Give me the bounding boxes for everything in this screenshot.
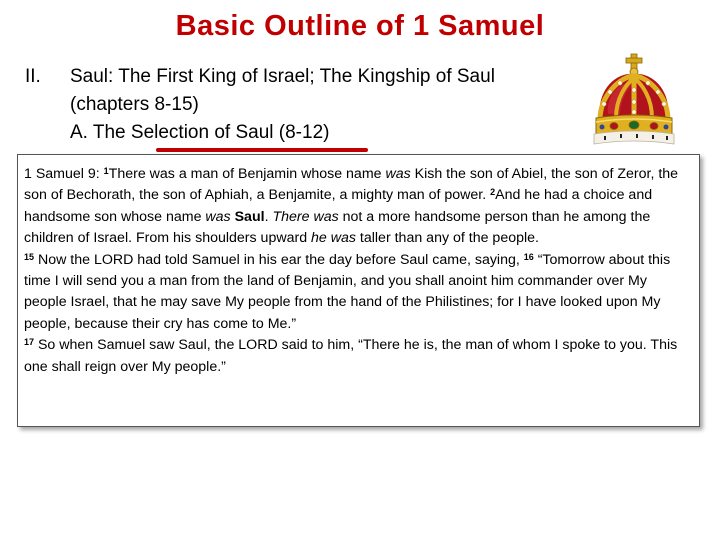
verse-text: taller than any of the people. bbox=[355, 230, 539, 247]
verse-text: So when Samuel saw Saul, the LORD said to him, “There he is, the man of whom I spoke to you. This one shall reign over My people.” bbox=[24, 337, 678, 375]
scripture-reference: 1 Samuel 9: bbox=[24, 166, 104, 182]
verse-text: not a more handsome person than he among the children of Israel. From his shoulders upward bbox=[24, 208, 651, 247]
verse-italic: There was bbox=[272, 208, 339, 225]
crown-icon bbox=[586, 52, 682, 152]
outline-subpoint: A. The Selection of Saul (8-12) bbox=[70, 122, 330, 143]
verse-italic: was bbox=[385, 166, 411, 182]
verse-italic: was bbox=[205, 208, 231, 225]
verse-number: 2 bbox=[490, 187, 496, 198]
outline-chapters: (chapters 8-15) bbox=[70, 94, 199, 115]
verse-number: 1 bbox=[103, 166, 109, 176]
verse-text: “Tomorrow about this time I will send you a man from the land of Benjamin, and you shall anoint him commander over My people Israel, that he may save My people from the hand of the Philistines; for I have looked upon My people, because their cry has come to Me.” bbox=[24, 251, 671, 332]
verse-text: Now the LORD had told Samuel in his ear the day before Saul came, saying, bbox=[34, 251, 524, 268]
verse-number: 15 bbox=[24, 251, 35, 262]
verse-text: . bbox=[264, 208, 273, 225]
outline-numeral: II. bbox=[25, 66, 41, 87]
verse-text: Kish the son of Abiel, the son of Zeror, the son of Bechorath, the son of Aphiah, a Benjamite, a mighty man of power. bbox=[24, 166, 679, 204]
verse-text: There was a man of Benjamin whose name bbox=[108, 166, 386, 182]
verse-italic: he was bbox=[311, 230, 356, 247]
slide-title: Basic Outline of 1 Samuel bbox=[175, 10, 545, 42]
verse-number: 16 bbox=[523, 251, 534, 262]
scripture-passage-box bbox=[17, 154, 700, 427]
verse-bold: Saul bbox=[234, 208, 265, 225]
scripture-passage bbox=[24, 164, 693, 378]
verse-number: 17 bbox=[24, 337, 35, 348]
outline-heading: Saul: The First King of Israel; The Kingship of Saul bbox=[70, 66, 495, 87]
subpoint-underline bbox=[156, 148, 368, 152]
verse-text: And he had a choice and handsome son whose name bbox=[24, 187, 653, 225]
